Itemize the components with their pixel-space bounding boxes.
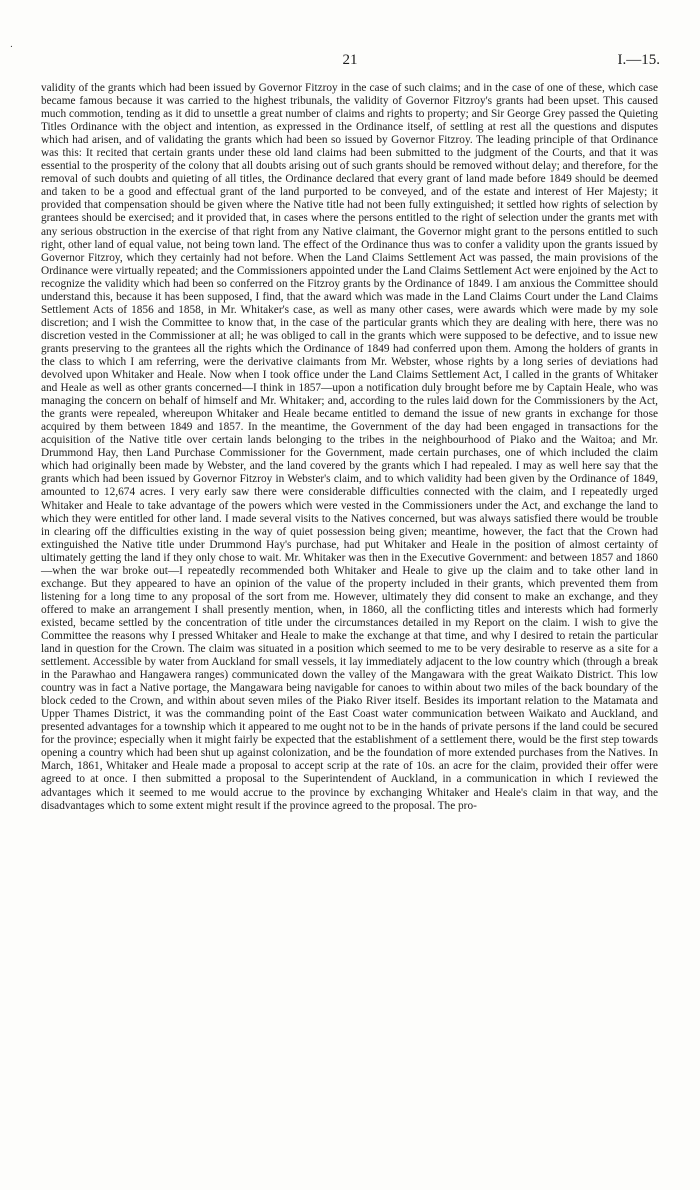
- margin-mark: .: [10, 40, 13, 50]
- body-paragraph: validity of the grants which had been issued by Governor Fitzroy in the case of such claims; and in the case of one of these, which case became famous because it was carried to the highest tribunals, the validity of Governor Fitzroy's grants had been upset. This caused much commotion, tending as it did to unsettle a great number of claims and rights to property; and Sir George Grey passed the Quieting Titles Ordinance with the object and intention, as expressed in the Ordinance itself, of settling at rest all the questions and disputes which had arisen, and of validating the grants which had been so issued by Governor Fitzroy. The leading principle of that Ordinance was this: It recited that certain grants under these old land claims had been submitted to the judgment of the Courts, and that it was essential to the prosperity of the colony that all doubts arising out of such grants should be removed without delay; and therefore, for the removal of such doubts and quieting of all titles, the Ordinance declared that every grant of land made before 1849 should be deemed and taken to be a good and effectual grant of the land purported to be conveyed, and of the estate and interest of Her Majesty; it provided that compensation should be given where the Native title had not been fully extinguished; it settled how rights of selection by grantees should be exercised; and it provided that, in cases where the persons entitled to the right of selection under the grants met with any serious obstruction in the exercise of that right from any Native claimant, the Governor might grant to the persons entitled to such right, other land of equal value, not being town land. The effect of the Ordinance thus was to confer a validity upon the grants issued by Governor Fitzroy, which they certainly had not before. When the Land Claims Settlement Act was passed, the main provisions of the Ordinance were virtually repeated; and the Commissioners appointed under the Land Claims Settlement Act were enjoined by the Act to recognize the validity which had been so conferred on the Fitzroy grants by the Ordinance of 1849. I am anxious the Committee should understand this, because it has been supposed, I find, that the award which was made in the Land Claims Court under the Land Claims Settlement Acts of 1856 and 1858, in Mr. Whitaker's case, as well as many other cases, were awards which were made by my sole discretion; and I wish the Committee to know that, in the case of the particular grants which they are dealing with here, there was no discretion vested in the Commissioner at all; he was obliged to call in the grants which were supposed to be defective, and to issue new grants preserving to the grantees all the rights which the Ordinance of 1849 had conferred upon them. Among the holders of grants in the class to which I am referring, were the derivative claimants from Mr. Webster, whose rights by a long series of deviations had devolved upon Whitaker and Heale. Now when I took office under the Land Claims Settlement Act, I called in the grants of Whitaker and Heale as well as other grants concerned—I think in 1857—upon a notification duly brought before me by Captain Heale, who was managing the concern on behalf of himself and Mr. Whitaker; and, according to the rules laid down for the Commissioners by the Act, the grants were repealed, whereupon Whitaker and Heale became entitled to demand the issue of new grants in exchange for those acquired by them between 1849 and 1857. In the meantime, the Government of the day had been engaged in transactions for the acquisition of the Native title over certain lands belonging to the tribes in the neighbourhood of Piako and the Waitoa; and Mr. Drummond Hay, then Land Purchase Commissioner for the Government, made certain purchases, one of which included the claim which had originally been made by Webster, and the land covered by the grants which I had repealed. I may as well here say that the grants which had been issued by Governor Fitzroy in Webster's claim, and to which validity had been given by the Ordinance of 1849, amounted to 12,674 acres. I very early saw there were considerable difficulties connected with the claim, and I repeatedly urged Whitaker and Heale to take advantage of the powers which were vested in the Commissioners under the Act, and exchange the land to which they were entitled for other land. I made several visits to the Natives concerned, but was always satisfied there would be trouble in clearing off the difficulties existing in the way of quiet possession being given; meantime, however, the fact that the Crown had extinguished the Native title under Drummond Hay's purchase, had put Whitaker and Heale in the position of almost certainty of ultimately getting the land if they only chose to wait. Mr. Whitaker was then in the Executive Government: and between 1857 and 1860—when the war broke out—I repeatedly recommended both Whitaker and Heale to give up the claim and to take other land in exchange. But they appeared to have an opinion of the value of the property included in their grants, which prevented them from listening for a long time to any proposal of the sort from me. However, ultimately they did consent to make an exchange, and they offered to make an arrangement I shall presently mention, when, in 1860, all the conflicting titles and interests which had formerly existed, became settled by the concentration of title under the circumstances detailed in my Report on the claim. I wish to give the Committee the reasons why I pressed Whitaker and Heale to make the exchange at that time, and why I desired to retain the particular land in question for the Crown. The claim was situated in a position which seemed to me to be very desirable to reserve as a site for a settlement. Accessible by water from Auckland for small vessels, it lay immediately adjacent to the low country which (through a break in the Parawhao and Hangawera ranges) communicated down the valley of the Mangawara with the great Waikato District. This low country was in fact a Native portage, the Mangawara being navigable for canoes to within about two miles of the back boundary of the block ceded to the Crown, and within about seven miles of the Piako River itself. Besides its important relation to the Matamata and Upper Thames District, it was the commanding point of the East Coast water communication between Waikato and Auckland, and presented advantages for a township which it appeared to me ought not to be in the hands of private persons if the land could be secured for the province; especially when it might fairly be expected that the establishment of a settlement there, would be the first step towards opening a country which had been shut up against colonization, and be the foundation of more extended purchases from the Natives. In March, 1861, Whitaker and Heale made a proposal to accept scrip at the rate of 10s. an acre for the claim, provided their offer were agreed to at once. I then submitted a proposal to the Superintendent of Auckland, in a communication in which I reviewed the advantages which it seemed to me would accrue to the province by exchanging Whitaker and Heale's claim in that way, and the disadvantages which to some extent might result if the province agreed to the proposal. The pro-: [41, 82, 658, 812]
- document-reference: I.—15.: [617, 52, 660, 68]
- page-header: [40, 52, 660, 72]
- page-number: 21: [342, 52, 358, 68]
